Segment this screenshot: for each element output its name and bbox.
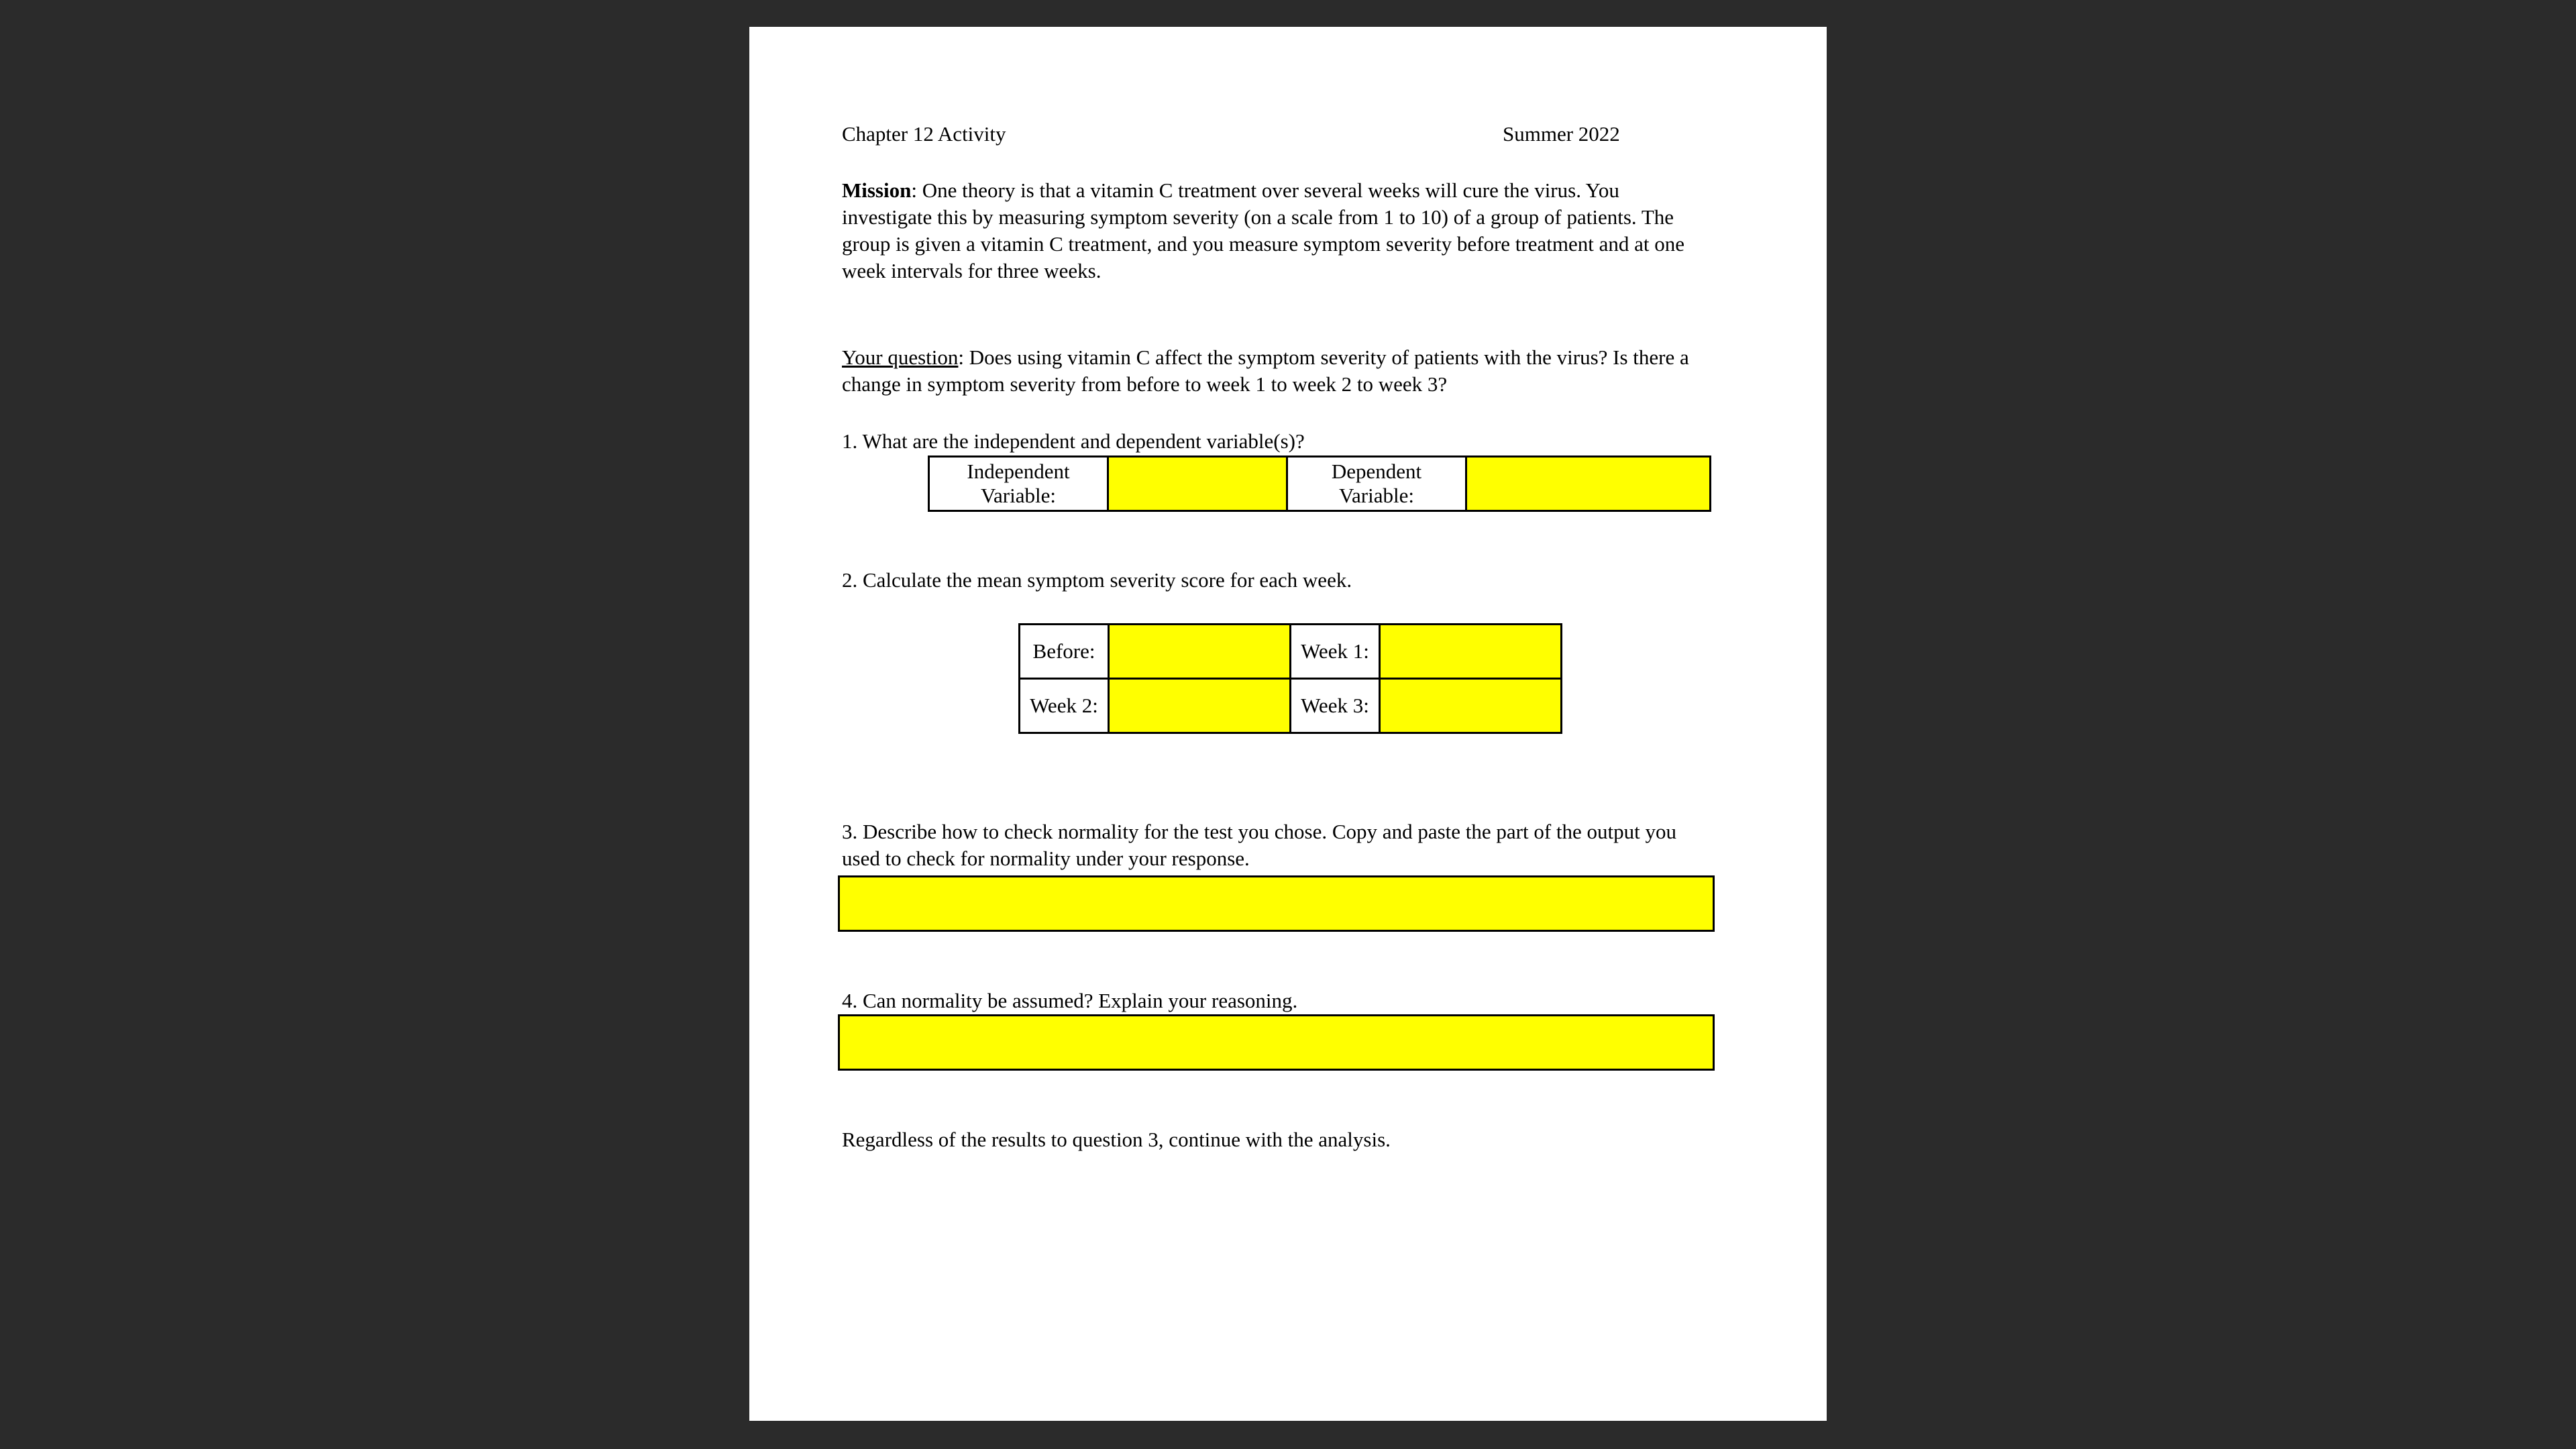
question-2: 2. Calculate the mean symptom severity score for each week. xyxy=(842,568,1352,592)
independent-variable-answer[interactable] xyxy=(1108,457,1287,511)
mission-paragraph xyxy=(842,177,1714,284)
question-4-answer-box[interactable] xyxy=(838,1014,1715,1071)
independent-variable-label xyxy=(929,457,1108,511)
closing-note: Regardless of the results to question 3, continue with the analysis. xyxy=(842,1128,1391,1151)
independent-label-line2: Variable: xyxy=(981,484,1056,507)
mission-label: Mission xyxy=(842,178,912,202)
dependent-label-line1: Dependent xyxy=(1331,460,1422,483)
dependent-label-line2: Variable: xyxy=(1339,484,1414,507)
week2-answer[interactable] xyxy=(1109,679,1291,733)
dependent-variable-label xyxy=(1287,457,1466,511)
question-3: 3. Describe how to check normality for the test you chose. Copy and paste the part of the output you used to check for normality under your response. xyxy=(842,820,1676,870)
variables-table xyxy=(928,455,1711,512)
before-answer[interactable] xyxy=(1109,625,1291,679)
week3-label: Week 3: xyxy=(1291,679,1380,733)
mission-text: : One theory is that a vitamin C treatment over several weeks will cure the virus. You investigate this by measuring symptom severity (on a scale from 1 to 10) of a group of patients. The group is given a vitamin C treatment, and you measure symptom severity before treatment and at one week intervals for three weeks. xyxy=(842,178,1684,282)
your-question-label: Your question xyxy=(842,345,959,369)
week1-label: Week 1: xyxy=(1291,625,1380,679)
your-question-text: : Does using vitamin C affect the symptom severity of patients with the virus? Is there a change in symptom severity from before to week 1 to week 2 to week 3? xyxy=(842,345,1689,396)
chapter-title: Chapter 12 Activity xyxy=(842,122,1006,146)
question-3-answer-box[interactable] xyxy=(838,875,1715,932)
week1-answer[interactable] xyxy=(1380,625,1562,679)
independent-label-line1: Independent xyxy=(967,460,1070,483)
dependent-variable-answer[interactable] xyxy=(1466,457,1711,511)
week2-label: Week 2: xyxy=(1020,679,1109,733)
your-question-paragraph xyxy=(842,344,1714,398)
question-1: 1. What are the independent and dependent variable(s)? xyxy=(842,429,1305,453)
term-label: Summer 2022 xyxy=(1503,122,1620,146)
before-label: Before: xyxy=(1020,625,1109,679)
mean-scores-table xyxy=(1018,623,1562,734)
question-4: 4. Can normality be assumed? Explain your reasoning. xyxy=(842,989,1298,1012)
week3-answer[interactable] xyxy=(1380,679,1562,733)
page-header xyxy=(842,121,1727,148)
